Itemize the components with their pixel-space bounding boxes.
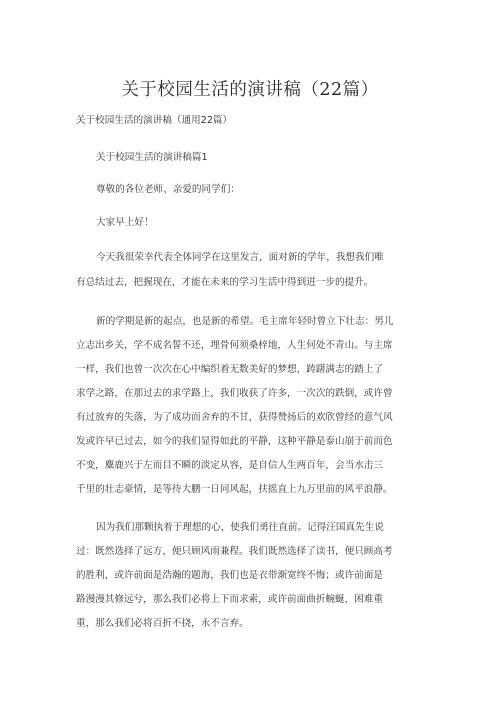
salutation: 尊敬的各位老师、亲爱的同学们： — [96, 184, 240, 195]
paragraph-2-line: 不变，麋鹿兴于左而目不瞬的淡定从容，是自信人生两百年，会当水击三 — [76, 460, 383, 471]
document-subtitle: 关于校园生活的演讲稿（通用22篇） — [76, 115, 233, 126]
paragraph-2-line: 新的学期是新的起点，也是新的希望。毛主席年轻时曾立下壮志：男儿 — [96, 316, 394, 327]
paragraph-1-line: 有总结过去，把握现在，才能在未来的学习生活中得到进一步的提升。 — [76, 277, 374, 288]
paragraph-2-line: 千里的壮志豪情，是等待大鹏一日同风起，扶摇直上九万里前的风平浪静。 — [76, 484, 393, 495]
paragraph-3-line: 路漫漫其修远兮，那么我们必将上下而求索，或许前面曲折蜿蜒，困难重 — [76, 594, 383, 605]
paragraph-2-line: 一样，我们也曾一次次在心中编织着无数美好的梦想，踌躇满志的踏上了 — [76, 364, 383, 375]
paragraph-2-line: 发或许早已过去，如今的我们显得如此的平静，这种平静是泰山崩于前而色 — [76, 436, 393, 447]
paragraph-3-line: 因为我们那颗执着于理想的心，使我们勇往直前。记得汪国真先生说 — [96, 522, 384, 533]
paragraph-3-line: 过：既然选择了远方，便只顾风雨兼程。我们既然选择了读书，便只顾高考 — [76, 546, 393, 557]
section-heading: 关于校园生活的演讲稿篇1 — [96, 152, 208, 163]
paragraph-2-line: 立志出乡关，学不成名誓不还，埋骨何须桑梓地，人生何处不青山。与主席 — [76, 340, 393, 351]
document-title: 关于校园生活的演讲稿（22篇） — [121, 80, 379, 100]
paragraph-3-line: 重，那么我们必将百折不挠，永不言弃。 — [76, 618, 249, 629]
paragraph-1-line: 今天我很荣幸代表全体同学在这里发言，面对新的学年，我想我们唯 — [96, 252, 384, 263]
paragraph-2-line: 有过放弃的失落，为了成功而舍弃的不甘，获得赞扬后的欢欣曾经的意气风 — [76, 412, 393, 423]
greeting: 大家早上好！ — [96, 217, 154, 228]
paragraph-2-line: 求学之路，在那过去的求学路上，我们收获了许多，一次次的跌倒，或许曾 — [76, 388, 393, 399]
paragraph-3-line: 的胜利，或许前面是浩瀚的题海，我们也是衣带渐宽终不悔；或许前面是 — [76, 570, 383, 581]
